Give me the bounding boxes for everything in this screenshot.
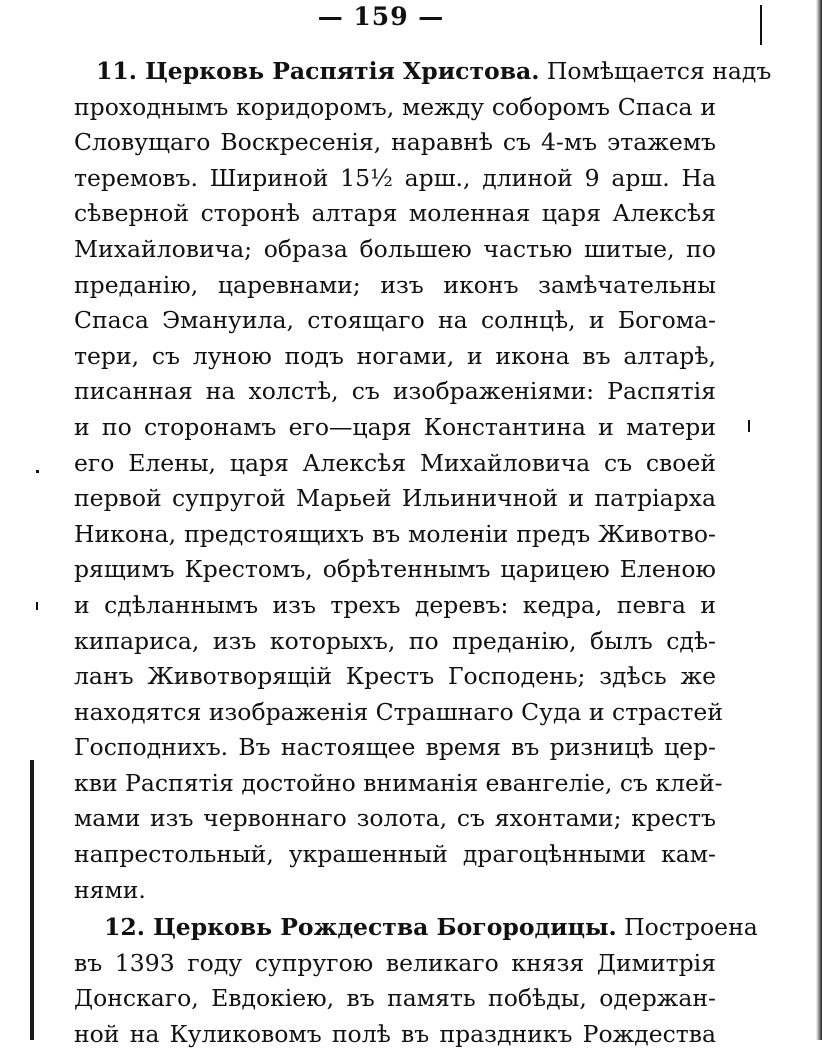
scan-edge-shadow — [30, 760, 34, 1040]
paragraph-heading: 11. Церковь Распятія Христова. — [96, 57, 540, 85]
text-line: Донскаго, Евдокіею, въ память побѣды, одержан- — [74, 984, 716, 1013]
text-line: и сдѣланнымъ изъ трехъ деревъ: кедра, певга и — [74, 590, 716, 619]
text-line: преданію, царевнами; изъ иконъ замѣчательны — [74, 270, 716, 299]
text-line: кви Распятія достойно вниманія евангеліе, съ клей- — [74, 768, 723, 797]
text-line: проходнымъ коридоромъ, между соборомъ Спаса и — [74, 92, 716, 121]
text-line: ной на Куликовомъ полѣ въ праздникъ Рождества — [74, 1020, 716, 1049]
text-line: теремовъ. Шириной 15½ арш., длиной 9 арш. На — [74, 163, 716, 192]
text-line: находятся изображенія Страшнаго Суда и страстей — [74, 697, 723, 726]
text-line: Господнихъ. Въ настоящее время въ ризницѣ цер- — [74, 733, 716, 762]
paragraph-heading: 12. Церковь Рождества Богородицы. — [104, 913, 617, 942]
text-line: Михайловича; образа большею частью шитые, по — [74, 234, 716, 263]
text-line: кипариса, изъ которыхъ, по преданію, былъ сдѣ- — [74, 626, 716, 655]
text-line — [74, 910, 758, 946]
text-line: первой супругой Марьей Ильиничной и патріарха — [74, 484, 716, 513]
text-line: напрестольный, украшенный драгоцѣнными кам- — [74, 840, 716, 869]
page-number: — 159 — — [317, 2, 445, 31]
text-line: ланъ Животворящій Крестъ Господень; здѣсь же — [74, 662, 716, 691]
scan-edge-shadow — [816, 0, 822, 1040]
text-line: мами изъ червоннаго золота, съ яхонтами; крестъ — [74, 804, 716, 833]
text-line: нями. — [74, 875, 146, 904]
text-line: сѣверной сторонѣ алтаря моленная царя Алексѣя — [74, 199, 716, 228]
text-span: Построена — [624, 913, 758, 942]
paragraph-11 — [74, 54, 772, 908]
text-line: въ 1393 году супругою великаго князя Димитрія — [74, 948, 716, 977]
page-text — [74, 54, 772, 1053]
margin-mark — [36, 602, 38, 610]
text-line: Спаса Эмануила, стоящаго на солнцѣ, и Богома- — [74, 306, 716, 335]
margin-mark — [748, 420, 750, 432]
margin-mark — [760, 5, 762, 45]
text-line: Никона, предстоящихъ въ моленіи предъ Животво- — [74, 519, 716, 548]
text-line — [74, 54, 772, 90]
text-line: тери, съ луною подъ ногами, и икона въ алтарѣ, — [74, 341, 716, 370]
paragraph-12 — [74, 910, 758, 1052]
text-line: и по сторонамъ его—царя Константина и матери — [74, 412, 716, 441]
text-line: его Елены, царя Алексѣя Михайловича съ своей — [74, 448, 716, 477]
text-line: рящимъ Крестомъ, обрѣтеннымъ царицею Еленою — [74, 555, 716, 584]
text-line: писанная на холстѣ, съ изображеніями: Распятія — [74, 377, 716, 406]
margin-mark — [36, 470, 39, 473]
text-line: Словущаго Воскресенія, наравнѣ съ 4-мъ этажемъ — [74, 128, 716, 157]
text-span: Помѣщается надъ — [546, 57, 772, 85]
